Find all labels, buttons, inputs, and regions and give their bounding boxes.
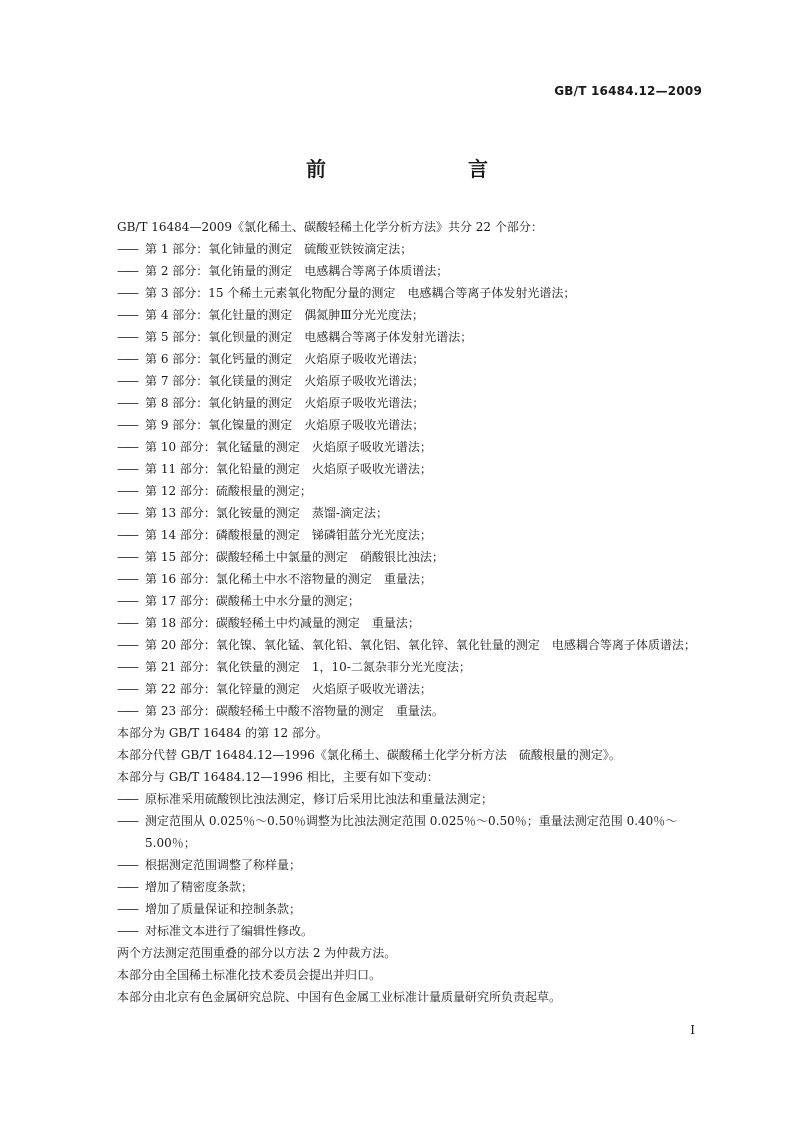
changes-list: [117, 788, 707, 942]
list-dash: ——: [117, 242, 137, 256]
part-item: [117, 326, 707, 348]
part-item-text: 第 3 部分：15 个稀土元素氧化物配分量的测定 电感耦合等离子体发射光谱法；: [145, 286, 576, 300]
list-dash: ——: [117, 572, 137, 586]
part-item: [117, 458, 707, 480]
list-dash: ——: [117, 858, 137, 872]
part-item: [117, 590, 707, 612]
change-item: [117, 876, 707, 898]
part-item: [117, 480, 707, 502]
part-item: [117, 524, 707, 546]
part-item: [117, 634, 707, 656]
list-dash: ——: [117, 704, 137, 718]
proposed-paragraph: 本部分由全国稀土标准化技术委员会提出并归口。: [117, 968, 382, 982]
list-dash: ——: [117, 418, 137, 432]
list-dash: ——: [117, 330, 137, 344]
list-dash: ——: [117, 506, 137, 520]
part-item: [117, 304, 707, 326]
part-item-text: 第 13 部分：氯化铵量的测定 蒸馏-滴定法；: [145, 506, 388, 520]
part-item-text: 第 20 部分：氧化镍、氧化锰、氧化铅、氧化铝、氧化锌、氧化钍量的测定 电感耦合等离子体质谱法；: [145, 638, 696, 652]
standard-code: GB/T 16484.12—2009: [554, 84, 702, 98]
page-number: Ⅰ: [690, 1023, 695, 1037]
change-item: [117, 854, 707, 876]
change-item: [117, 920, 707, 942]
list-dash: ——: [117, 792, 137, 806]
part-item: [117, 414, 707, 436]
part-item: [117, 370, 707, 392]
list-dash: ——: [117, 374, 137, 388]
part-item-text: 第 5 部分：氧化钡量的测定 电感耦合等离子体发射光谱法；: [145, 330, 473, 344]
change-item: [117, 810, 707, 854]
part-item-text: 第 6 部分：氧化钙量的测定 火焰原子吸收光谱法；: [145, 352, 425, 366]
list-dash: ——: [117, 286, 137, 300]
part-item-text: 第 21 部分：氧化铁量的测定 1，10-二氮杂菲分光光度法；: [145, 660, 471, 674]
list-dash: ——: [117, 352, 137, 366]
list-dash: ——: [117, 396, 137, 410]
part-item-text: 第 23 部分：碳酸轻稀土中酸不溶物量的测定 重量法。: [145, 704, 444, 718]
list-dash: ——: [117, 880, 137, 894]
list-dash: ——: [117, 528, 137, 542]
list-dash: ——: [117, 308, 137, 322]
list-dash: ——: [117, 902, 137, 916]
part-item-text: 第 8 部分：氧化钠量的测定 火焰原子吸收光谱法；: [145, 396, 425, 410]
list-dash: ——: [117, 660, 137, 674]
list-dash: ——: [117, 616, 137, 630]
part-item-text: 第 2 部分：氧化铕量的测定 电感耦合等离子体质谱法；: [145, 264, 449, 278]
list-dash: ——: [117, 440, 137, 454]
intro-paragraph: GB/T 16484—2009《氯化稀土、碳酸轻稀土化学分析方法》共分 22 个部分：: [117, 220, 543, 234]
list-dash: ——: [117, 814, 137, 828]
part-item-text: 第 10 部分：氧化锰量的测定 火焰原子吸收光谱法；: [145, 440, 432, 454]
replaces-paragraph: 本部分代替 GB/T 16484.12—1996《氯化稀土、碳酸稀土化学分析方法 硫酸根量的测定》。: [117, 748, 621, 762]
change-item-text: 对标准文本进行了编辑性修改。: [145, 924, 314, 938]
changes-intro-paragraph: 本部分与 GB/T 16484.12—1996 相比，主要有如下变动：: [117, 770, 439, 784]
list-dash: ——: [117, 638, 137, 652]
part-item: [117, 436, 707, 458]
arbitration-paragraph: 两个方法测定范围重叠的部分以方法 2 为仲裁方法。: [117, 946, 397, 960]
change-item-text: 增加了质量保证和控制条款；: [145, 902, 302, 916]
part-item: [117, 238, 707, 260]
part-item-text: 第 9 部分：氧化镍量的测定 火焰原子吸收光谱法；: [145, 418, 425, 432]
list-dash: ——: [117, 550, 137, 564]
part-of-paragraph: 本部分为 GB/T 16484 的第 12 部分。: [117, 726, 328, 740]
part-item-text: 第 1 部分：氧化铈量的测定 硫酸亚铁铵滴定法；: [145, 242, 413, 256]
list-dash: ——: [117, 924, 137, 938]
part-item: [117, 348, 707, 370]
part-item-text: 第 18 部分：碳酸轻稀土中灼减量的测定 重量法；: [145, 616, 420, 630]
list-dash: ——: [117, 682, 137, 696]
part-item-text: 第 4 部分：氧化钍量的测定 偶氮胂Ⅲ分光光度法；: [145, 308, 424, 322]
part-item-text: 第 16 部分：氯化稀土中水不溶物量的测定 重量法；: [145, 572, 432, 586]
part-item-text: 第 7 部分：氧化镁量的测定 火焰原子吸收光谱法；: [145, 374, 425, 388]
change-item-text: 测定范围从 0.025％～0.50％调整为比浊法测定范围 0.025％～0.50％；重量法测定范围 0.40％～5.00％；: [145, 814, 678, 850]
document-body: [117, 216, 707, 1008]
part-item: [117, 568, 707, 590]
change-item: [117, 898, 707, 920]
part-item-text: 第 17 部分：碳酸稀土中水分量的测定；: [145, 594, 360, 608]
part-item: [117, 392, 707, 414]
parts-list: [117, 238, 707, 722]
part-item: [117, 700, 707, 722]
part-item: [117, 502, 707, 524]
part-item: [117, 546, 707, 568]
change-item-text: 原标准采用硫酸钡比浊法测定，修订后采用比浊法和重量法测定；: [145, 792, 494, 806]
list-dash: ——: [117, 264, 137, 278]
list-dash: ——: [117, 594, 137, 608]
part-item: [117, 656, 707, 678]
part-item-text: 第 12 部分：硫酸根量的测定；: [145, 484, 312, 498]
change-item: [117, 788, 707, 810]
change-item-text: 根据测定范围调整了称样量；: [145, 858, 302, 872]
part-item: [117, 260, 707, 282]
part-item-text: 第 14 部分：磷酸根量的测定 锑磷钼蓝分光光度法；: [145, 528, 432, 542]
part-item: [117, 282, 707, 304]
list-dash: ——: [117, 462, 137, 476]
page-title: 前 言: [306, 157, 522, 181]
part-item: [117, 612, 707, 634]
change-item-text: 增加了精密度条款；: [145, 880, 254, 894]
list-dash: ——: [117, 484, 137, 498]
part-item-text: 第 11 部分：氧化铅量的测定 火焰原子吸收光谱法；: [145, 462, 432, 476]
part-item-text: 第 15 部分：碳酸轻稀土中氯量的测定 硝酸银比浊法；: [145, 550, 444, 564]
drafted-paragraph: 本部分由北京有色金属研究总院、中国有色金属工业标准计量质量研究所负责起草。: [117, 990, 562, 1004]
part-item-text: 第 22 部分：氧化锌量的测定 火焰原子吸收光谱法；: [145, 682, 432, 696]
part-item: [117, 678, 707, 700]
